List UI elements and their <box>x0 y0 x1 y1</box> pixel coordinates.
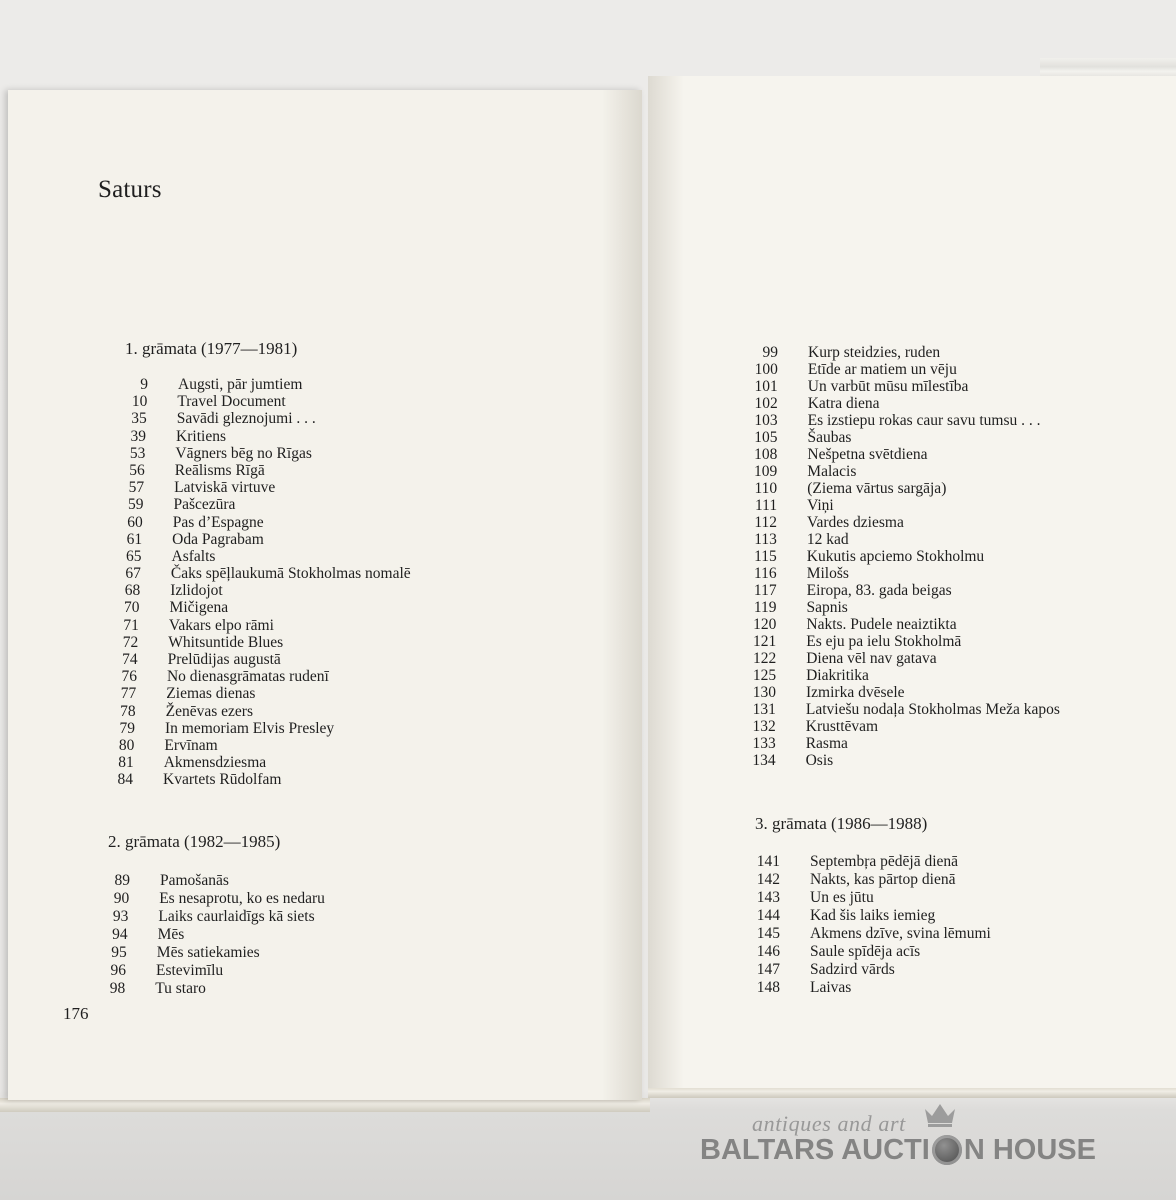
toc-entry-title: Pašcezūra <box>173 496 236 514</box>
toc-entry-title: Whitsuntide Blues <box>168 633 284 651</box>
toc-entry <box>102 428 416 445</box>
toc-entry-page-number: 89 <box>114 872 130 889</box>
toc-entry-page-number: 102 <box>754 395 778 412</box>
toc-entry-title: Asfalts <box>171 547 216 565</box>
toc-entry-page-number: 94 <box>112 926 128 943</box>
toc-entry <box>83 944 323 962</box>
toc-entry-page-number: 133 <box>752 735 776 752</box>
toc-entry <box>81 980 321 998</box>
toc-entry-page-number: 65 <box>126 547 142 565</box>
toc-entry-title: Travel Document <box>177 393 286 411</box>
toc-entry <box>733 514 1061 531</box>
toc-entry <box>84 926 324 944</box>
toc-entry-title: Es izstiepu rokas caur savu tumsu . . . <box>807 412 1041 429</box>
toc-entry <box>104 376 418 393</box>
toc-entry-title: Kurp steidzies, ruden <box>808 344 941 361</box>
toc-entry-title: Prelūdijas augustā <box>167 651 281 668</box>
toc-entry-page-number: 101 <box>754 378 778 395</box>
toc-entry <box>732 684 1060 701</box>
toc-entry-title: Viņi <box>807 497 834 514</box>
toc-entry-page-number: 120 <box>753 616 777 633</box>
toc-entry-page-number: 59 <box>127 496 144 514</box>
toc-entry <box>734 429 1062 446</box>
cover-edge-left <box>0 1098 650 1112</box>
toc-entry-page-number: 103 <box>754 412 778 429</box>
toc-entry-title: Es nesaprotu, ko es nedaru <box>159 890 325 907</box>
toc-entry-title: Estevimīlu <box>156 962 224 979</box>
toc-entry-title: In memoriam Elvis Presley <box>165 719 335 737</box>
toc-entry-title: Milošs <box>806 565 849 582</box>
toc-entry <box>98 531 412 548</box>
toc-entry <box>733 463 1061 480</box>
toc-entry-page-number: 35 <box>131 410 147 428</box>
toc-entry <box>736 889 991 907</box>
toc-list-book-3 <box>736 853 991 997</box>
toc-entry <box>734 378 1062 395</box>
toc-entry-page-number: 108 <box>754 446 778 463</box>
toc-entry-page-number: 53 <box>129 444 146 462</box>
toc-entry-title: Eiropa, 83. gada beigas <box>806 582 952 599</box>
toc-entry-title: Tu staro <box>155 980 206 997</box>
toc-entry-title: Izmirka dvēsele <box>806 684 905 701</box>
toc-entry <box>732 650 1060 667</box>
toc-entry <box>100 479 414 496</box>
toc-entry-title: Mičigena <box>169 599 229 617</box>
toc-entry-page-number: 100 <box>754 361 778 378</box>
toc-entry <box>736 871 991 889</box>
left-page <box>8 90 642 1100</box>
toc-entry <box>96 582 410 599</box>
toc-entry-page-number: 145 <box>756 925 780 942</box>
toc-entry-title: No dienasgrāmatas rudenī <box>166 668 329 686</box>
watermark-brand-text-start: BALTARS AUCTI <box>700 1133 930 1166</box>
toc-entry-page-number: 99 <box>762 344 778 361</box>
toc-entry-page-number: 134 <box>752 752 776 769</box>
toc-entry-page-number: 70 <box>124 599 140 617</box>
toc-entry-title: Un es jūtu <box>810 889 874 906</box>
toc-entry <box>734 412 1062 429</box>
toc-entry <box>736 961 991 979</box>
toc-entry-title: (Ziema vārtus sargāja) <box>807 480 947 497</box>
toc-entry-page-number: 131 <box>752 701 776 718</box>
toc-entry <box>733 480 1061 497</box>
toc-entry <box>732 701 1060 718</box>
toc-entry-page-number: 9 <box>140 376 148 393</box>
toc-entry <box>736 907 991 925</box>
toc-entry <box>733 446 1061 463</box>
page-number: 176 <box>63 1004 89 1023</box>
toc-entry <box>98 548 412 565</box>
toc-entry <box>93 668 407 685</box>
toc-entry-title: Oda Pagrabam <box>172 530 264 548</box>
toc-entry <box>99 514 413 531</box>
toc-entry <box>736 979 991 997</box>
toc-entry <box>85 890 325 908</box>
toc-entry-page-number: 116 <box>754 565 777 582</box>
toc-entry-title: Nakts, kas pārtop dienā <box>810 871 956 888</box>
toc-entry-title: Kukutis apciemo Stokholmu <box>806 548 985 565</box>
toc-entry-title: Etīde ar matiem un vēju <box>807 361 957 378</box>
toc-entry-title: Nešpetna svētdiena <box>807 446 928 463</box>
toc-entry <box>733 599 1061 616</box>
toc-entry <box>734 361 1062 378</box>
toc-entry <box>733 531 1061 548</box>
toc-entry-title: Pamošanās <box>160 872 229 889</box>
toc-entry-page-number: 71 <box>123 616 139 634</box>
toc-entry <box>101 445 415 462</box>
toc-entry-page-number: 125 <box>752 667 777 684</box>
toc-entry-title: Akmens dzīve, svina lēmumi <box>810 925 991 942</box>
toc-entry-title: Nakts. Pudele neaiztikta <box>806 616 957 633</box>
toc-entry-page-number: 10 <box>131 393 148 411</box>
toc-entry <box>94 634 408 651</box>
toc-entry-page-number: 95 <box>111 944 127 961</box>
toc-entry-title: Saule spīdēja acīs <box>810 943 921 960</box>
toc-entry-title: Akmensdziesma <box>163 754 267 772</box>
toc-entry-page-number: 142 <box>756 871 780 888</box>
toc-entry-page-number: 144 <box>756 907 780 924</box>
toc-entry <box>90 754 404 771</box>
toc-entry-page-number: 93 <box>112 908 129 925</box>
toc-entry <box>96 599 410 616</box>
toc-entry-page-number: 39 <box>130 427 147 445</box>
toc-entry-title: Kritiens <box>176 427 226 445</box>
toc-entry <box>101 462 415 479</box>
toc-entry <box>732 616 1060 633</box>
toc-list-book-2-continued <box>734 344 1062 769</box>
toc-entry <box>736 853 991 871</box>
toc-entry-title: Es eju pa ielu Stokholmā <box>806 633 962 650</box>
toc-entry-page-number: 68 <box>124 582 141 600</box>
toc-entry-page-number: 67 <box>125 565 141 583</box>
toc-entry-page-number: 90 <box>113 890 130 907</box>
toc-entry-page-number: 105 <box>754 429 778 446</box>
toc-entry <box>103 410 417 427</box>
toc-entry <box>732 752 1060 769</box>
toc-entry-page-number: 147 <box>756 961 780 978</box>
toc-entry <box>92 703 406 720</box>
toc-entry-page-number: 74 <box>122 651 138 668</box>
right-page <box>648 76 1176 1088</box>
toc-entry-page-number: 119 <box>753 599 777 616</box>
toc-entry-title: Ziemas dienas <box>166 685 256 703</box>
crown-icon <box>923 1101 957 1127</box>
toc-entry <box>97 565 411 582</box>
toc-entry <box>84 908 324 926</box>
toc-entry-page-number: 122 <box>752 650 777 667</box>
toc-entry-title: Laiks caurlaidīgs kā siets <box>158 908 315 925</box>
section-heading-book-1: 1. grāmata (1977—1981) <box>125 339 298 358</box>
toc-entry <box>90 737 404 754</box>
toc-entry-title: Izlidojot <box>170 582 223 600</box>
toc-entry-title: Vardes dziesma <box>807 514 904 531</box>
toc-entry-page-number: 143 <box>756 889 780 906</box>
toc-entry-page-number: 77 <box>120 685 137 703</box>
toc-entry-title: Septembŗa pēdējā dienā <box>810 853 959 870</box>
toc-entry-page-number: 96 <box>110 962 126 979</box>
toc-entry-page-number: 61 <box>126 530 143 548</box>
toc-entry-title: Ervīnam <box>164 736 218 754</box>
toc-entry-page-number: 72 <box>122 633 139 651</box>
toc-entry <box>733 565 1061 582</box>
toc-entry <box>89 771 403 788</box>
toc-entry <box>86 872 326 890</box>
toc-entry <box>733 497 1061 514</box>
toc-entry <box>732 633 1060 650</box>
toc-entry-page-number: 98 <box>109 980 126 997</box>
toc-entry-title: Kad šis laiks iemieg <box>810 907 936 924</box>
toc-entry <box>732 735 1060 752</box>
toc-entry-page-number: 146 <box>756 943 780 960</box>
toc-entry-page-number: 132 <box>752 718 776 735</box>
toc-entry-title: Laivas <box>810 979 852 996</box>
toc-entry-title: Vāgners bēg no Rīgas <box>175 444 312 462</box>
toc-entry-title: Šaubas <box>807 429 852 446</box>
toc-entry-page-number: 57 <box>128 479 145 497</box>
toc-entry-page-number: 110 <box>754 480 778 497</box>
toc-entry-title: Čaks spēļlaukumā Stokholmas nomalē <box>170 565 411 583</box>
toc-entry-title: Osis <box>805 752 834 769</box>
toc-entry <box>92 685 406 702</box>
toc-entry-page-number: 78 <box>120 702 136 720</box>
toc-entry-page-number: 148 <box>756 979 780 996</box>
toc-entry-page-number: 130 <box>752 684 776 701</box>
toc-entry <box>82 962 322 980</box>
toc-entry <box>91 720 405 737</box>
toc-entry-title: Krusttēvam <box>805 718 879 735</box>
toc-entry-page-number: 121 <box>753 633 777 650</box>
toc-entry-title: 12 kad <box>806 531 849 548</box>
toc-entry-title: Reālisms Rīgā <box>174 461 265 479</box>
toc-entry <box>732 718 1060 735</box>
toc-entry-page-number: 141 <box>756 853 780 870</box>
toc-entry-title: Rasma <box>805 735 848 752</box>
toc-entry <box>736 943 991 961</box>
toc-entry <box>95 617 409 634</box>
toc-entry-title: Malacis <box>807 463 857 480</box>
section-heading-book-2: 2. grāmata (1982—1985) <box>108 832 281 851</box>
toc-entry <box>734 395 1062 412</box>
toc-entry-title: Katra diena <box>807 395 880 412</box>
toc-entry-page-number: 81 <box>118 754 134 772</box>
toc-entry-title: Latviešu nodaļa Stokholmas Meža kapos <box>805 701 1060 718</box>
toc-entry-title: Pas d’Espagne <box>172 513 264 531</box>
toc-entry <box>736 925 991 943</box>
toc-entry-title: Augsti, pār jumtiem <box>178 376 303 393</box>
toc-entry-page-number: 109 <box>754 463 778 480</box>
toc-entry-title: Diakritika <box>806 667 869 684</box>
toc-list-book-2 <box>86 872 326 998</box>
toc-list-book-1 <box>104 376 418 789</box>
toc-entry <box>733 582 1061 599</box>
contents-title: Saturs <box>98 176 162 203</box>
toc-entry-title: Vakars elpo rāmi <box>168 616 274 634</box>
toc-entry-title: Latviskā virtuve <box>174 479 276 497</box>
toc-entry-title: Sapnis <box>806 599 848 616</box>
toc-entry-page-number: 84 <box>117 771 134 789</box>
toc-entry-page-number: 113 <box>754 531 777 548</box>
toc-entry-page-number: 112 <box>754 514 777 531</box>
watermark-brand-text-end: N HOUSE <box>963 1133 1096 1166</box>
toc-entry-page-number: 60 <box>127 513 143 531</box>
section-heading-book-3: 3. grāmata (1986—1988) <box>755 814 928 833</box>
watermark-brand <box>700 1131 1096 1169</box>
toc-entry <box>732 667 1060 684</box>
toc-entry-title: Diena vēl nav gatava <box>806 650 937 667</box>
watermark-tagline: antiques and art <box>752 1111 906 1136</box>
toc-entry-page-number: 117 <box>753 582 777 599</box>
toc-entry <box>103 393 417 410</box>
toc-entry <box>734 344 1062 361</box>
toc-entry-title: Ženēvas ezers <box>165 702 254 720</box>
toc-entry-page-number: 80 <box>118 736 135 754</box>
toc-entry <box>733 548 1061 565</box>
toc-entry-page-number: 115 <box>754 548 777 565</box>
toc-entry-title: Un varbūt mūsu mīlestība <box>807 378 969 395</box>
toc-entry-title: Mēs satiekamies <box>156 944 260 961</box>
toc-entry-page-number: 56 <box>129 461 145 479</box>
toc-entry-title: Mēs <box>157 926 185 943</box>
toc-entry-page-number: 76 <box>121 668 137 686</box>
toc-entry-title: Sadzird vārds <box>810 961 895 978</box>
toc-entry-page-number: 79 <box>119 719 135 737</box>
toc-entry <box>94 651 408 668</box>
toc-entry <box>99 496 413 513</box>
toc-entry-page-number: 111 <box>754 497 778 514</box>
toc-entry-title: Savādi gleznojumi . . . <box>176 410 316 428</box>
globe-icon <box>932 1135 962 1165</box>
toc-entry-title: Kvartets Rūdolfam <box>163 771 282 789</box>
